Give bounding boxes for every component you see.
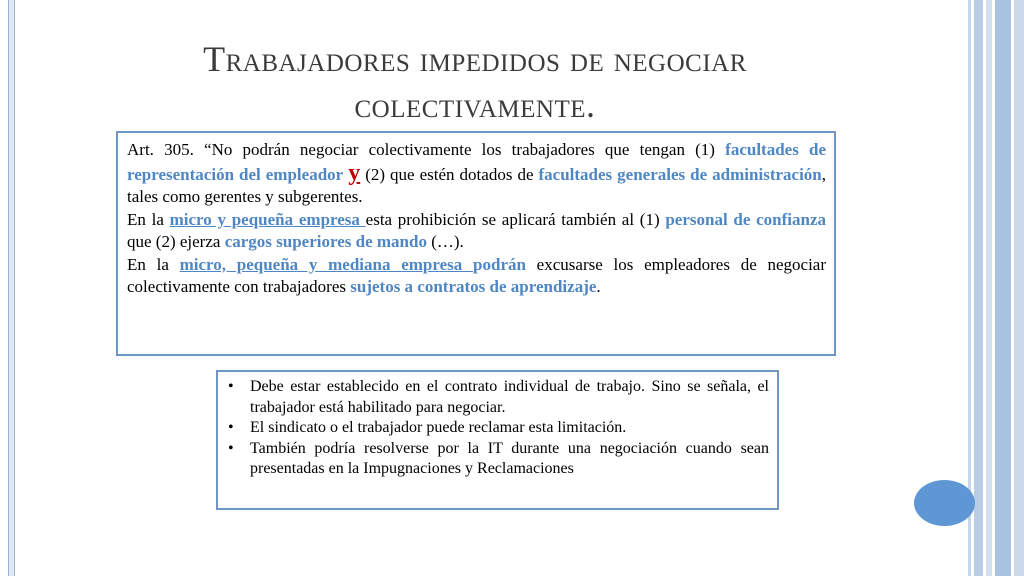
- bullet-icon: •: [228, 378, 234, 395]
- red-y-conjunction: y: [348, 159, 361, 186]
- notes-list: [226, 377, 769, 480]
- article-paragraph-2: [127, 209, 826, 254]
- article-paragraph-1: [127, 139, 826, 209]
- note-item: [226, 439, 769, 480]
- highlight-micro-pequena-mediana: micro, pequeña y mediana empresa: [179, 254, 474, 274]
- article-paragraph-3: [127, 254, 826, 299]
- text: En la: [127, 209, 170, 229]
- text: Art. 305. “No podrán negociar colectivamente los trabajadores que tengan (1): [127, 140, 726, 159]
- highlight-micro-pequena: micro y pequeña empresa: [169, 209, 366, 229]
- highlight-facultades-administracion: facultades generales de administración: [538, 164, 822, 184]
- right-decorative-bars: [968, 0, 1024, 576]
- title-line-2: colectivamente.: [354, 85, 596, 125]
- note-text: El sindicato o el trabajador puede reclamar esta limitación.: [250, 419, 627, 436]
- article-box: [116, 131, 836, 356]
- text: .: [596, 277, 601, 296]
- text: esta prohibición se aplicará también al (1): [365, 209, 666, 229]
- highlight-personal-confianza: personal de confianza: [665, 209, 827, 229]
- text: (2) que estén dotados de: [360, 164, 539, 184]
- slide-title: [150, 36, 800, 128]
- highlight-contratos-aprendizaje: sujetos a contratos de aprendizaje: [350, 277, 597, 296]
- note-item: [226, 418, 769, 439]
- notes-box: [216, 370, 779, 510]
- highlight-facultades-representacion: facultades de representación del empleador: [127, 140, 826, 184]
- text: excusarse los empleadores de negociar colectivamente con trabajadores: [127, 254, 827, 296]
- text: (…).: [426, 232, 464, 251]
- title-line-1: Trabajadores impedidos de negociar: [203, 39, 747, 79]
- note-item: [226, 377, 769, 418]
- text: que (2) ejerza: [127, 232, 225, 251]
- note-text: Debe estar establecido en el contrato individual de trabajo. Sino se señala, el trabajador está habilitado para negociar.: [250, 378, 769, 416]
- bullet-icon: •: [228, 419, 234, 436]
- text: , tales como gerentes y subgerentes.: [127, 164, 826, 206]
- left-frame-line: [8, 0, 15, 576]
- note-text: También podría resolverse por la IT durante una negociación cuando sean presentadas en la Impugnaciones y Reclamaciones: [250, 439, 769, 477]
- decorative-circle: [914, 480, 975, 526]
- highlight-podran: podrán: [473, 254, 526, 274]
- highlight-cargos-mando: cargos superiores de mando: [224, 232, 427, 251]
- text: En la: [127, 254, 180, 274]
- bullet-icon: •: [228, 439, 234, 457]
